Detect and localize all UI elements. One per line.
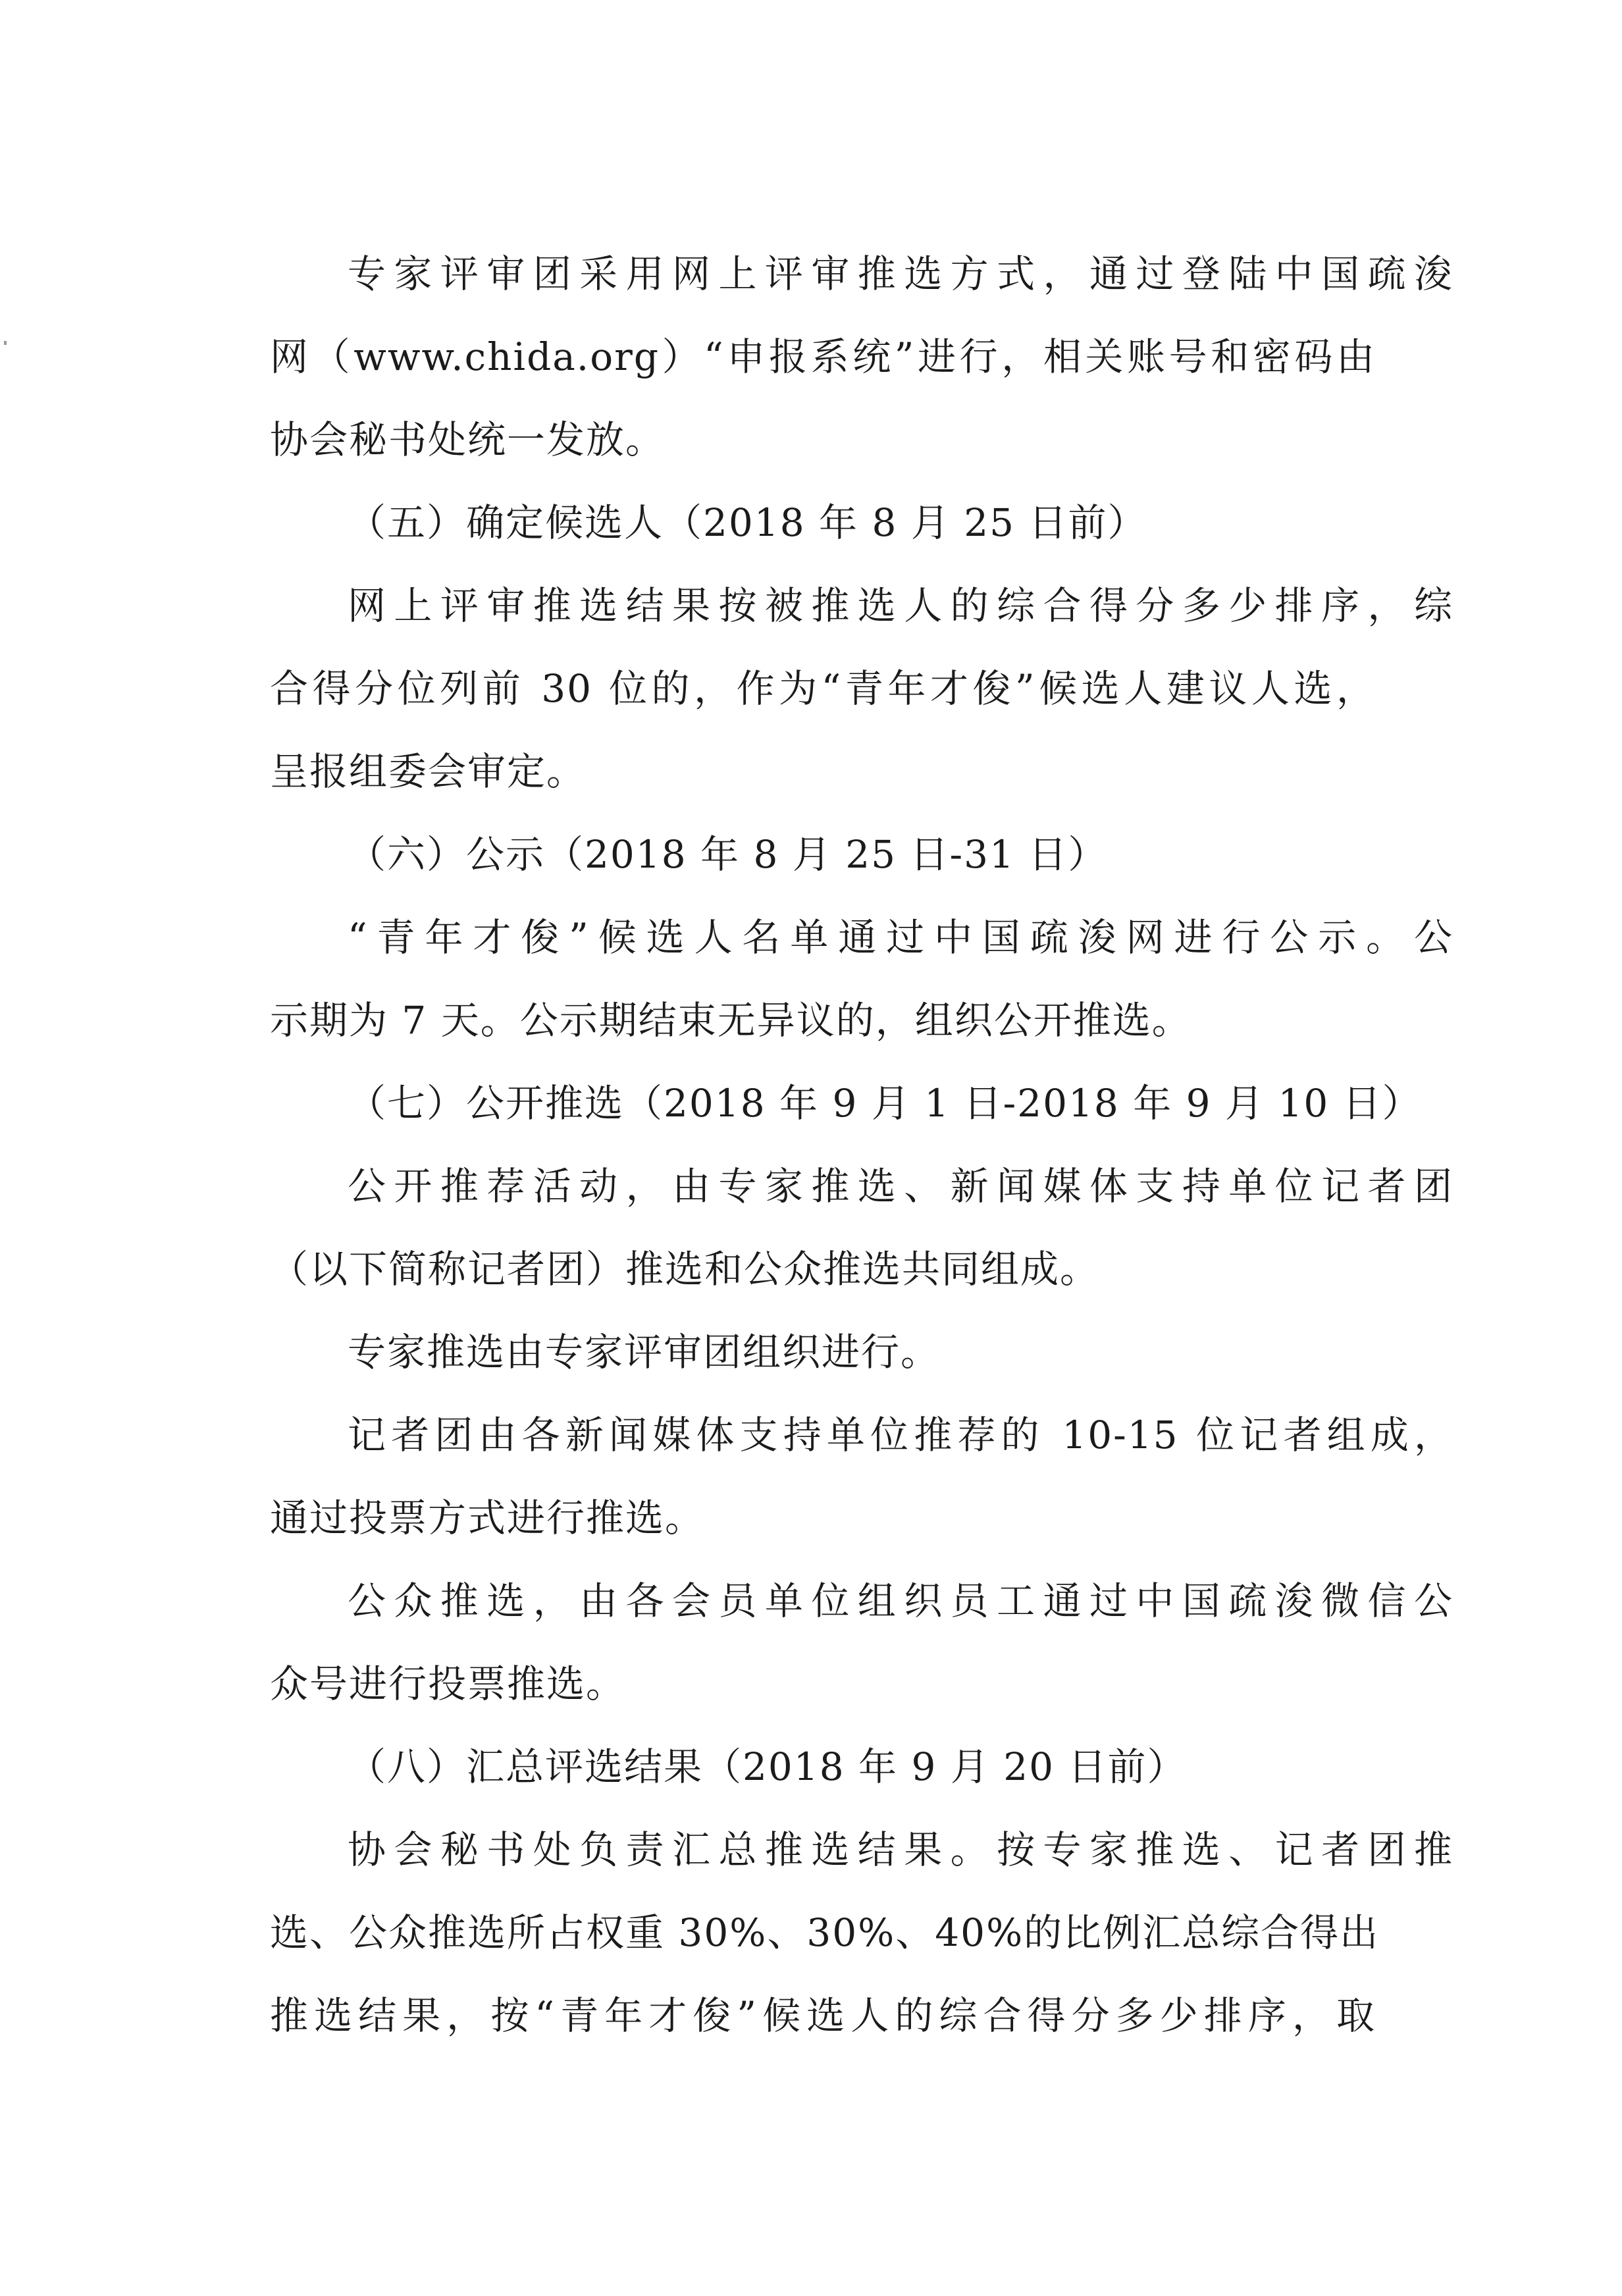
- paragraph-line: 协会秘书处统一发放。: [270, 417, 666, 462]
- paragraph-line: 网（www.chida.org）“申报系统”进行，相关账号和密码由: [270, 334, 1376, 379]
- paragraph-line: 网上评审推选结果按被推选人的综合得分多少排序，综: [348, 583, 1453, 628]
- paragraph-line: 记者团由各新闻媒体支持单位推荐的 10-15 位记者组成，: [348, 1413, 1454, 1457]
- section-heading: （八）汇总评选结果（2018 年 9 月 20 日前）: [348, 1744, 1187, 1789]
- paragraph-line: 示期为 7 天。公示期结束无异议的，组织公开推选。: [270, 998, 1191, 1043]
- paragraph-line: 合得分位列前 30 位的，作为“青年才俊”候选人建议人选，: [270, 666, 1376, 711]
- paragraph-line: 协会秘书处负责汇总推选结果。按专家推选、记者团推: [348, 1827, 1453, 1872]
- paragraph-line: “青年才俊”候选人名单通过中国疏浚网进行公示。公: [348, 915, 1453, 960]
- scan-mark: [4, 341, 7, 345]
- section-heading: （六）公示（2018 年 8 月 25 日-31 日）: [348, 832, 1108, 877]
- paragraph-line: 众号进行投票推选。: [270, 1661, 626, 1706]
- paragraph-line: （以下简称记者团）推选和公众推选共同组成。: [270, 1247, 1100, 1292]
- section-heading: （五）确定候选人（2018 年 8 月 25 日前）: [348, 500, 1147, 545]
- paragraph-line: 通过投票方式进行推选。: [270, 1496, 705, 1540]
- paragraph-line: 呈报组委会审定。: [270, 749, 587, 794]
- paragraph-line: 选、公众推选所占权重 30%、30%、40%的比例汇总综合得出: [270, 1910, 1380, 1955]
- paragraph-line: 公众推选，由各会员单位组织员工通过中国疏浚微信公: [348, 1578, 1453, 1623]
- paragraph-line: 公开推荐活动，由专家推选、新闻媒体支持单位记者团: [348, 1164, 1453, 1209]
- paragraph-line: 专家评审团采用网上评审推选方式，通过登陆中国疏浚: [348, 251, 1453, 296]
- paragraph-line: 推选结果，按“青年才俊”候选人的综合得分多少排序，取: [270, 1993, 1376, 2038]
- paragraph-line: 专家推选由专家评审团组织进行。: [348, 1330, 941, 1374]
- section-heading: （七）公开推选（2018 年 9 月 1 日-2018 年 9 月 10 日）: [348, 1081, 1422, 1126]
